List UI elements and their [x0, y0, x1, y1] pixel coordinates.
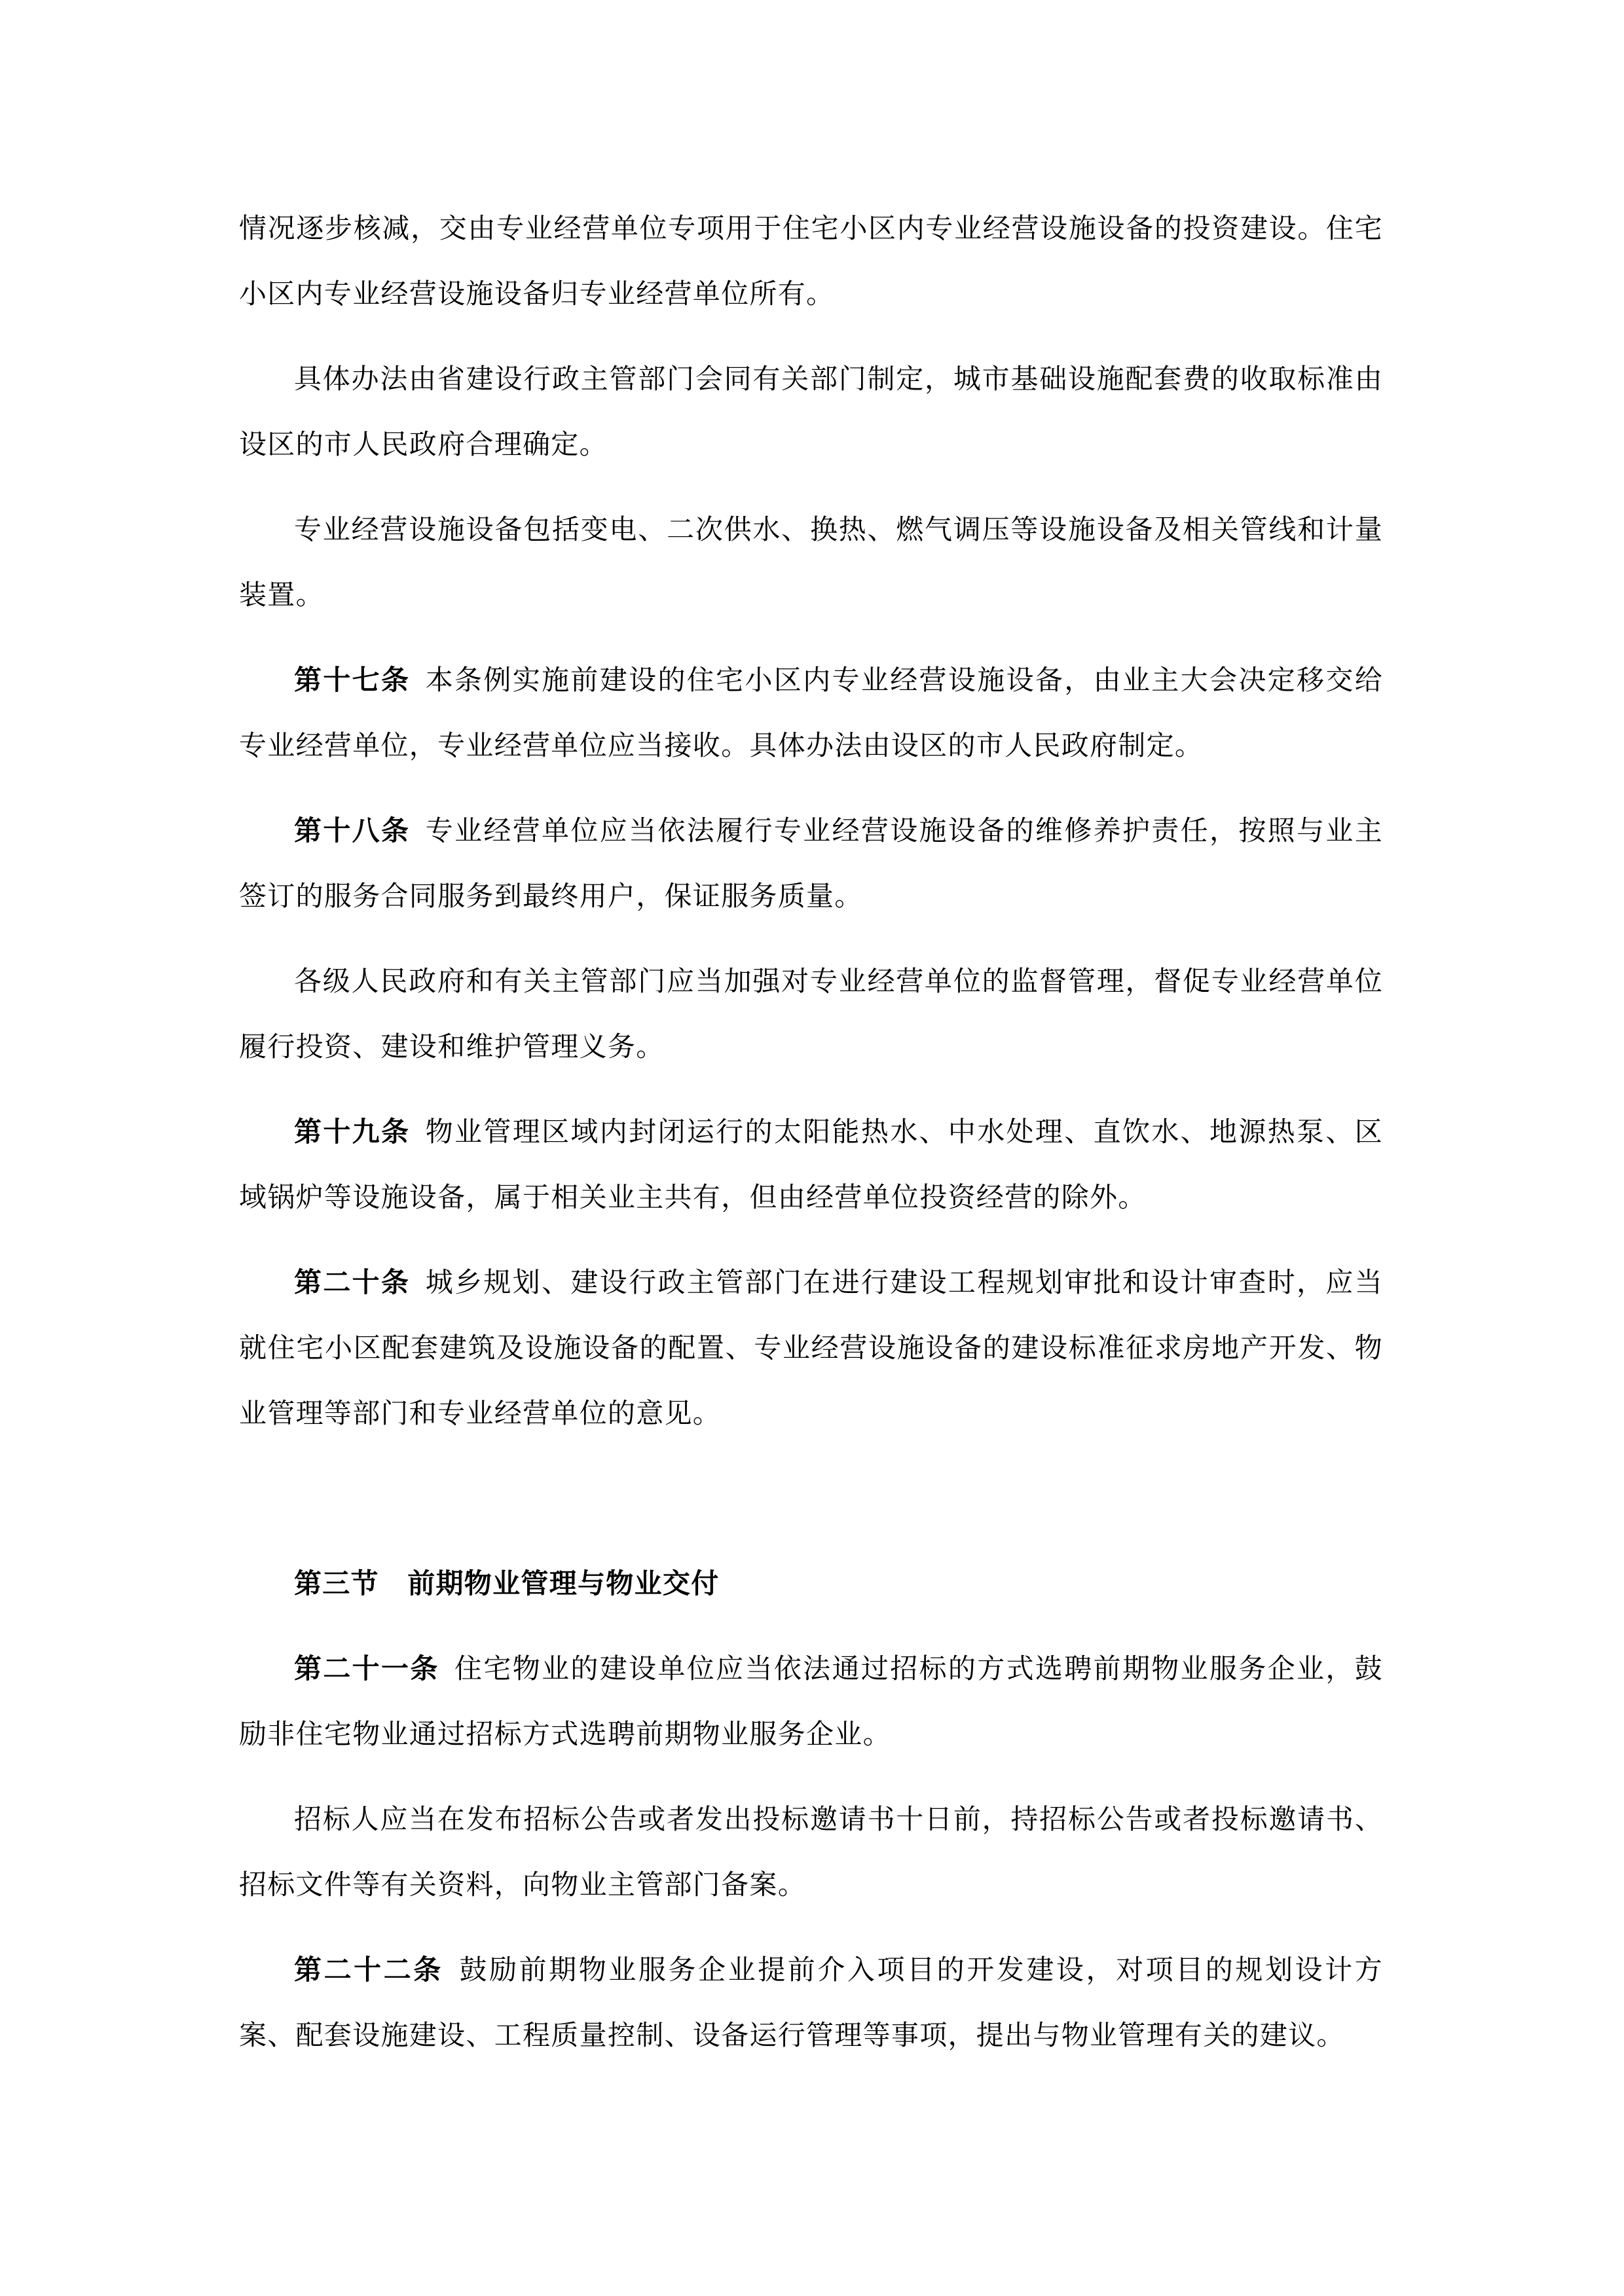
- text-run: 物业管理区域内封闭运行的太阳能热水、中水处理、直饮水、地源热泵、区域锅炉等设施设备，属于相关业主共有，但由经营单位投资经营的除外。: [239, 1118, 1383, 1213]
- article-number: 第三节 前期物业管理与物业交付: [294, 1569, 720, 1599]
- article-number: 第二十二条: [294, 1956, 443, 1986]
- paragraph: [239, 799, 1383, 930]
- paragraph: [239, 196, 1383, 327]
- paragraph: [239, 1637, 1383, 1768]
- text-run: 招标人应当在发布招标公告或者发出投标邀请书十日前，持招标公告或者投标邀请书、招标文件等有关资料，向物业主管部门备案。: [239, 1805, 1383, 1901]
- article-number: 第十八条: [294, 816, 411, 847]
- paragraph: [239, 347, 1383, 478]
- article-number: 第二十条: [294, 1268, 411, 1298]
- article-number: 第十七条: [294, 666, 411, 696]
- text-run: 本条例实施前建设的住宅小区内专业经营设施设备，由业主大会决定移交给专业经营单位，专业经营单位应当接收。具体办法由设区的市人民政府制定。: [239, 666, 1383, 761]
- article-number: 第十九条: [294, 1118, 411, 1148]
- paragraph: [239, 1938, 1383, 2069]
- text-run: 住宅物业的建设单位应当依法通过招标的方式选聘前期物业服务企业，鼓励非住宅物业通过招标方式选聘前期物业服务企业。: [239, 1654, 1383, 1750]
- paragraph: [239, 949, 1383, 1080]
- paragraph: [239, 1250, 1383, 1447]
- text-run: 专业经营设施设备包括变电、二次供水、换热、燃气调压等设施设备及相关管线和计量装置。: [239, 515, 1383, 611]
- paragraph: [239, 1100, 1383, 1231]
- text-run: 城乡规划、建设行政主管部门在进行建设工程规划审批和设计审查时，应当就住宅小区配套建筑及设施设备的配置、专业经营设施设备的建设标准征求房地产开发、物业管理等部门和专业经营单位的意见。: [239, 1268, 1383, 1429]
- text-run: 各级人民政府和有关主管部门应当加强对专业经营单位的监督管理，督促专业经营单位履行投资、建设和维护管理义务。: [239, 967, 1383, 1063]
- article-number: 第二十一条: [294, 1654, 439, 1685]
- section-heading: [239, 1552, 1383, 1617]
- text-run: 具体办法由省建设行政主管部门会同有关部门制定，城市基础设施配套费的收取标准由设区的市人民政府合理确定。: [239, 365, 1383, 460]
- text-run: 专业经营单位应当依法履行专业经营设施设备的维修养护责任，按照与业主签订的服务合同服务到最终用户，保证服务质量。: [239, 816, 1383, 912]
- text-run: 情况逐步核减，交由专业经营单位专项用于住宅小区内专业经营设施设备的投资建设。住宅小区内专业经营设施设备归专业经营单位所有。: [239, 214, 1383, 310]
- paragraph: [239, 1787, 1383, 1918]
- paragraph: [239, 498, 1383, 629]
- paragraph: [239, 648, 1383, 779]
- text-run: 鼓励前期物业服务企业提前介入项目的开发建设，对项目的规划设计方案、配套设施建设、工程质量控制、设备运行管理等事项，提出与物业管理有关的建议。: [239, 1956, 1383, 2051]
